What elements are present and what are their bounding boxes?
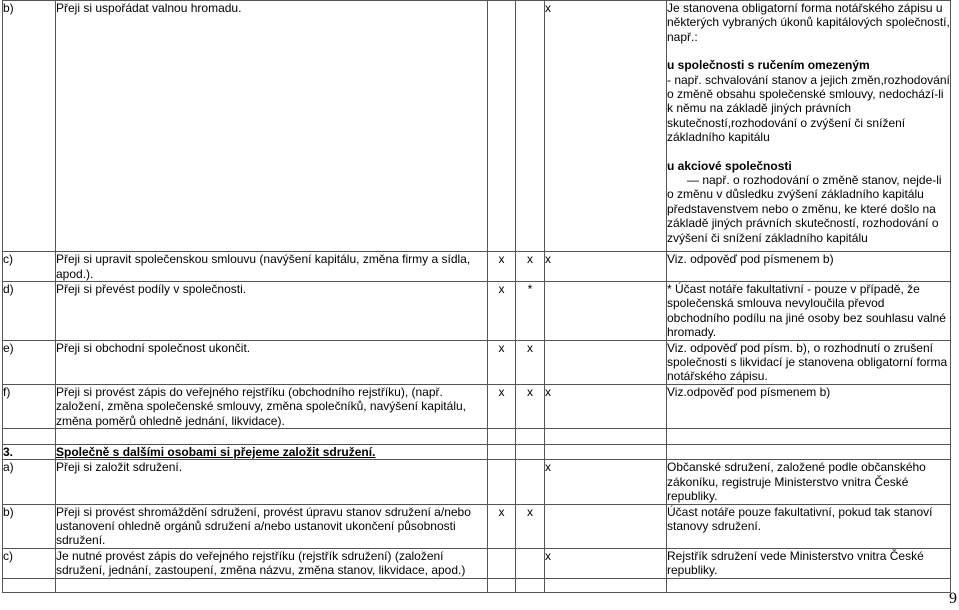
mark-x: x [488, 252, 516, 282]
row-text: Je nutné provést zápis do veřejného rejstříku (rejstřík sdružení) (založení sdružení, jednání, zastoupení, změna názvu, změna stanov, likvidace, apod.) [56, 548, 488, 578]
note-as-lead: — např. [687, 173, 730, 188]
row-letter: d) [3, 281, 56, 340]
row-note: Viz. odpověď pod písm. b), o rozhodnutí o zrušení společnosti s likvidací je stanovena obligatorní forma notářského zápisu. [667, 340, 951, 384]
section-3-heading [3, 444, 951, 459]
mark-x: x [545, 548, 667, 578]
mark-x: x [516, 340, 545, 384]
note-as-body: o rozhodování o změně stanov, nejde-li o změnu v důsledku zvýšení základního kapitálu představenstvem nebo o změnu, ke které došlo na základě jiných právních skutečností, rozhodování o zvýšení či snížení základního kapitálu [667, 173, 942, 245]
row-note: Viz. odpověď pod písmenem b) [667, 252, 951, 282]
mark-x: x [488, 504, 516, 548]
mark-x: x [516, 504, 545, 548]
note-as-heading: u akciové společnosti [667, 158, 792, 173]
mark-x: x [516, 252, 545, 282]
document-table [2, 0, 951, 593]
row-text: Přeji si obchodní společnost ukončit. [56, 340, 488, 384]
row-note: Viz.odpověď pod písmenem b) [667, 384, 951, 428]
row-note [667, 1, 951, 252]
row-text: Přeji si převést podíly v společnosti. [56, 281, 488, 340]
row-note: Rejstřík sdružení vede Ministerstvo vnitra České republiky. [667, 548, 951, 578]
section-number: 3. [3, 444, 56, 459]
mark-x: x [545, 1, 667, 252]
section-title: Společně s dalšími osobami si přejeme založit sdružení. [56, 444, 488, 459]
trailing-empty-row [3, 578, 951, 592]
mark-x: x [545, 384, 667, 428]
row-note: Účast notáře pouze fakultativní, pokud tak stanoví stanovy sdružení. [667, 504, 951, 548]
row-text: Přeji si založit sdružení. [56, 460, 488, 504]
page-number: 9 [949, 590, 957, 607]
row-e-dissolve [3, 340, 951, 384]
note-sro-text: - např. schvalování stanov a jejich změn,rozhodování o změně obsahu společenské smlouvy, nedochází-li k němu na základě jiných právních skutečností,rozhodování o zvýšení či snížení základního kapitálu [667, 72, 950, 145]
row-c-articles [3, 252, 951, 282]
mark-x: x [488, 384, 516, 428]
note-as-text [667, 173, 950, 245]
note-intro: Je stanovena obligatorní forma notářského zápisu u některých vybraných úkonů kapitálových společností, např.: [667, 1, 950, 44]
spacer-row [3, 428, 951, 444]
row-b-general-meeting [3, 1, 951, 252]
row-letter: c) [3, 252, 56, 282]
mark-x: x [516, 384, 545, 428]
row-letter: c) [3, 548, 56, 578]
mark-x: x [488, 281, 516, 340]
row-letter: b) [3, 1, 56, 252]
row-letter: e) [3, 340, 56, 384]
row-text: Přeji si provést shromáždění sdružení, provést úpravu stanov sdružení a/nebo ustanovení ohledně orgánů sdružení a/nebo ustanovit ukončení působnosti sdružení. [56, 504, 488, 548]
row-letter: a) [3, 460, 56, 504]
mark-x: x [545, 252, 667, 282]
row-note: * Účast notáře fakultativní - pouze v případě, že společenská smlouva nevyloučila převod obchodního podílu na jiné osoby bez souhlasu valné hromady. [667, 281, 951, 340]
row-text: Přeji si uspořádat valnou hromadu. [56, 1, 488, 252]
row-text: Přeji si provést zápis do veřejného rejstříku (obchodního rejstříku), (např. založení, změna společenské smlouvy, změna společníků, navýšení kapitálu, změna poměrů ohledně jednání, likvidace). [56, 384, 488, 428]
note-sro-heading: u společnosti s ručením omezeným [667, 58, 870, 73]
mark-x: x [488, 340, 516, 384]
row-d-transfer-shares [3, 281, 951, 340]
row-b-association-meeting [3, 504, 951, 548]
row-f-register [3, 384, 951, 428]
row-letter: f) [3, 384, 56, 428]
row-c-association-register [3, 548, 951, 578]
row-a-found-association [3, 460, 951, 504]
mark-x: x [545, 460, 667, 504]
row-text: Přeji si upravit společenskou smlouvu (navýšení kapitálu, změna firmy a sídla, apod.). [56, 252, 488, 282]
mark-asterisk: * [516, 281, 545, 340]
row-note: Občanské sdružení, založené podle občanského zákoníku, registruje Ministerstvo vnitra České republiky. [667, 460, 951, 504]
row-letter: b) [3, 504, 56, 548]
